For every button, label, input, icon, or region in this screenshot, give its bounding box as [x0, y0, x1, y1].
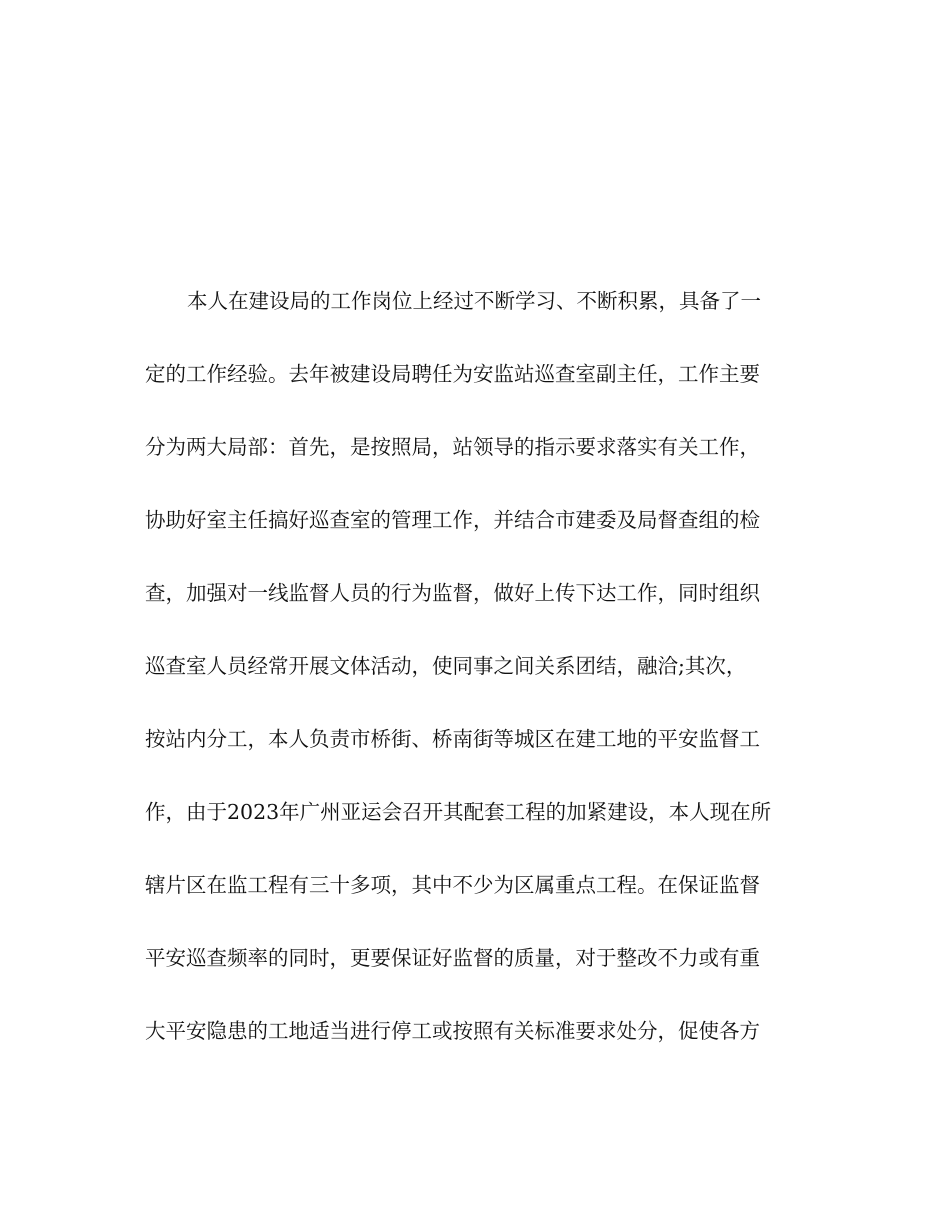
paragraph-line: 定的工作经验。去年被建设局聘任为安监站巡查室副主任，工作主要: [145, 362, 760, 386]
paragraph-line: 平安巡查频率的同时，更要保证好监督的质量，对于整改不力或有重: [145, 946, 760, 970]
paragraph-line: 查，加强对一线监督人员的行为监督，做好上传下达工作，同时组织: [145, 581, 760, 605]
paragraph-line: 辖片区在监工程有三十多项，其中不少为区属重点工程。在保证监督: [145, 873, 760, 897]
paragraph-line: 协助好室主任搞好巡查室的管理工作，并结合市建委及局督查组的检: [145, 508, 760, 532]
paragraph-line: 大平安隐患的工地适当进行停工或按照有关标准要求处分，促使各方: [145, 1019, 760, 1043]
paragraph-line: 作，由于2023年广州亚运会召开其配套工程的加紧建设，本人现在所: [145, 800, 772, 824]
paragraph-line: 本人在建设局的工作岗位上经过不断学习、不断积累，具备了一: [187, 289, 761, 313]
body-paragraph: [145, 283, 810, 1086]
paragraph-line: 分为两大局部：首先，是按照局，站领导的指示要求落实有关工作，: [145, 435, 760, 459]
paragraph-line: 巡查室人员经常开展文体活动，使同事之间关系团结，融洽;其次，: [145, 654, 747, 678]
paragraph-line: 按站内分工，本人负责市桥街、桥南街等城区在建工地的平安监督工: [145, 727, 760, 751]
